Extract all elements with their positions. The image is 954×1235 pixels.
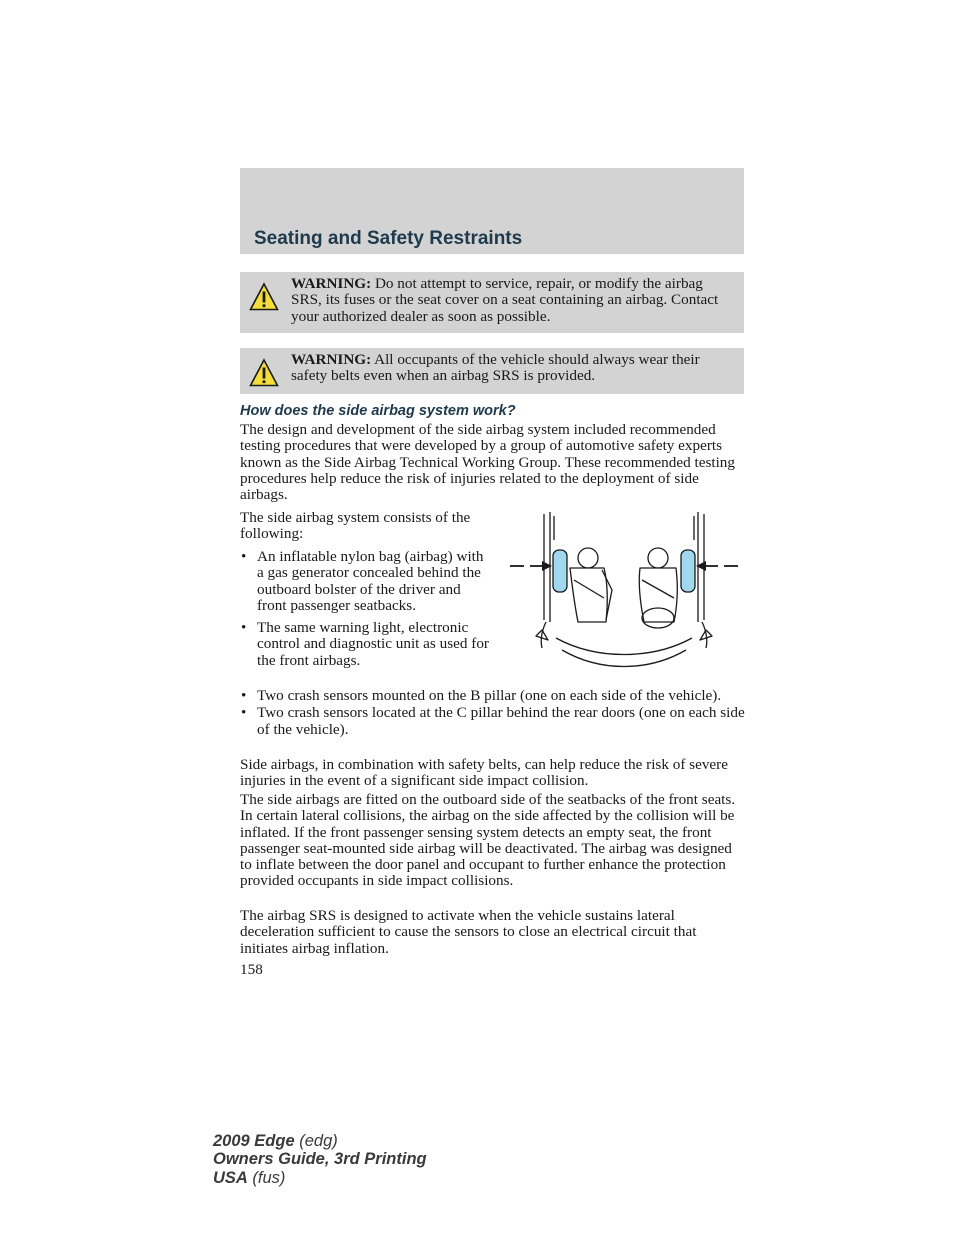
- section-header-band: [240, 168, 744, 254]
- footer-model-code: (edg): [294, 1132, 338, 1150]
- warning-triangle-icon: [249, 282, 279, 312]
- subsection-heading: How does the side airbag system work?: [240, 403, 516, 419]
- page-number: 158: [240, 961, 263, 978]
- section-title: Seating and Safety Restraints: [254, 228, 523, 249]
- side-airbag-illustration: [506, 510, 742, 678]
- footer-model: 2009 Edge: [213, 1132, 295, 1150]
- consists-lead: The side airbag system consists of the following:: [240, 509, 471, 543]
- warning-box-service: [240, 272, 744, 333]
- footer-guide: Owners Guide, 3rd Printing: [213, 1150, 427, 1169]
- list-item: • An inflatable nylon bag (airbag) with a gas generator concealed behind the outboard bolster of the driver and front passenger seatbacks.: [240, 549, 492, 614]
- list-item: • Two crash sensors mounted on the B pillar (one on each side of the vehicle).: [240, 688, 746, 704]
- document-footer: [213, 1132, 427, 1187]
- warning-triangle-icon: [249, 358, 279, 388]
- body-paragraph: The airbag SRS is designed to activate when the vehicle sustains lateral deceleration sufficient to cause the sensors to close an electrical circuit that initiates airbag inflation.: [240, 907, 697, 957]
- warning-text: All occupants of the vehicle should always wear their safety belts even when an airbag SRS is provided.: [291, 351, 700, 385]
- list-item: • Two crash sensors located at the C pillar behind the rear doors (one on each side of the vehicle).: [240, 705, 746, 738]
- list-item: • The same warning light, electronic control and diagnostic unit as used for the front airbags.: [240, 620, 492, 669]
- warning-label: WARNING:: [291, 351, 372, 368]
- body-paragraph: The side airbags are fitted on the outboard side of the seatbacks of the front seats. In certain lateral collisions, the airbag on the side affected by the collision will be inflated. If the front passenger sensing system detects an empty seat, the front passenger seat-mounted side airbag will be deactivated. The airbag was designed to inflate between the door panel and occupant to further enhance the protection provided occupants in side impact collisions.: [240, 791, 736, 890]
- footer-market-code: (fus): [247, 1168, 286, 1187]
- warning-label: WARNING:: [291, 275, 372, 292]
- component-list-wide: [240, 688, 746, 744]
- body-paragraph: Side airbags, in combination with safety belts, can help reduce the risk of severe injuries in the event of a significant side impact collision.: [240, 756, 728, 790]
- warning-text: Do not attempt to service, repair, or modify the airbag SRS, its fuses or the seat cover on a seat containing an airbag. Contact your authorized dealer as soon as possible.: [291, 275, 719, 325]
- component-list-narrow: [240, 549, 492, 675]
- footer-market: USA: [213, 1168, 248, 1187]
- warning-box-safety-belts: [240, 348, 744, 394]
- intro-paragraph: The design and development of the side airbag system included recommended testing procedures that were developed by a group of automotive safety experts known as the Side Airbag Technical Working Group. These recommended testing procedures help reduce the risk of injuries related to the deployment of side airbags.: [240, 421, 735, 504]
